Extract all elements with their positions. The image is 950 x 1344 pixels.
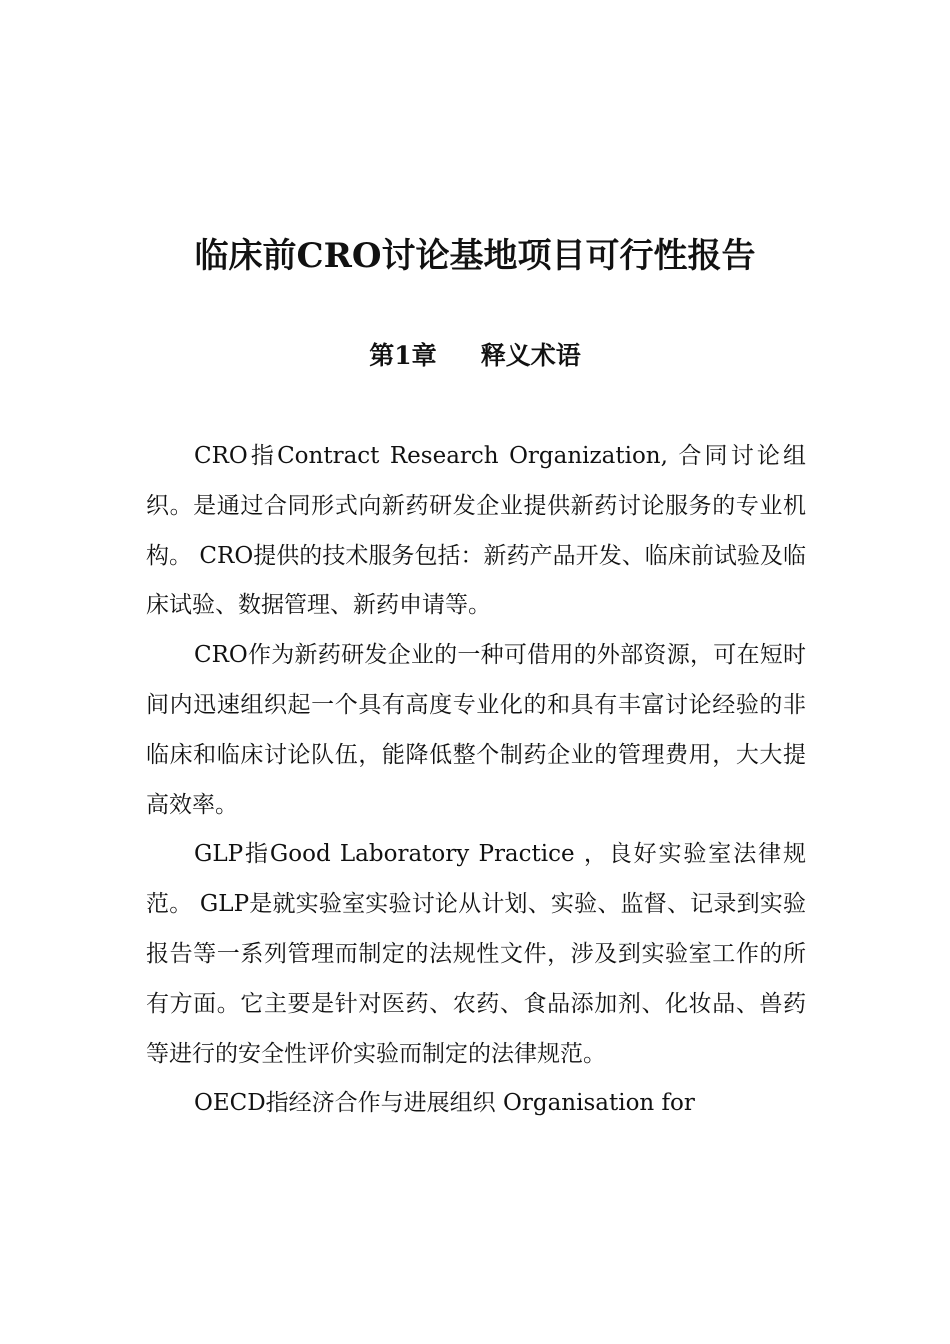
paragraph-cro-role: CRO作为新药研发企业的一种可借用的外部资源，可在短时间内迅速组织起一个具有高度专业化的和具有丰富讨论经验的非临床和临床讨论队伍，能降低整个制药企业的管理费用，大大提高效率。 — [146, 642, 806, 818]
chapter-heading — [0, 336, 950, 376]
paragraph-oecd-definition: OECD指经济合作与进展组织 Organisation for — [194, 1090, 695, 1117]
chapter-number: 第1章 — [369, 341, 437, 370]
chapter-title: 释义术语 — [480, 341, 581, 370]
document-title: 临床前CRO讨论基地项目可行性报告 — [194, 236, 756, 276]
body-text — [146, 432, 806, 1129]
paragraph-glp-definition: GLP指Good Laboratory Practice ，良好实验室法律规范。 GLP是就实验室实验讨论从计划、实验、监督、记录到实验报告等一系列管理而制定的法规性文件，涉及到实验室工作的所有方面。它主要是针对医药、农药、食品添加剂、化妆品、兽药等进行的安全性评价实验而制定的法律规范。 — [146, 841, 806, 1067]
paragraph-cro-definition: CRO指Contract Research Organization, 合同讨论组织。是通过合同形式向新药研发企业提供新药讨论服务的专业机构。 CRO提供的技术服务包括：新药产品开发、临床前试验及临床试验、数据管理、新药申请等。 — [146, 443, 806, 619]
